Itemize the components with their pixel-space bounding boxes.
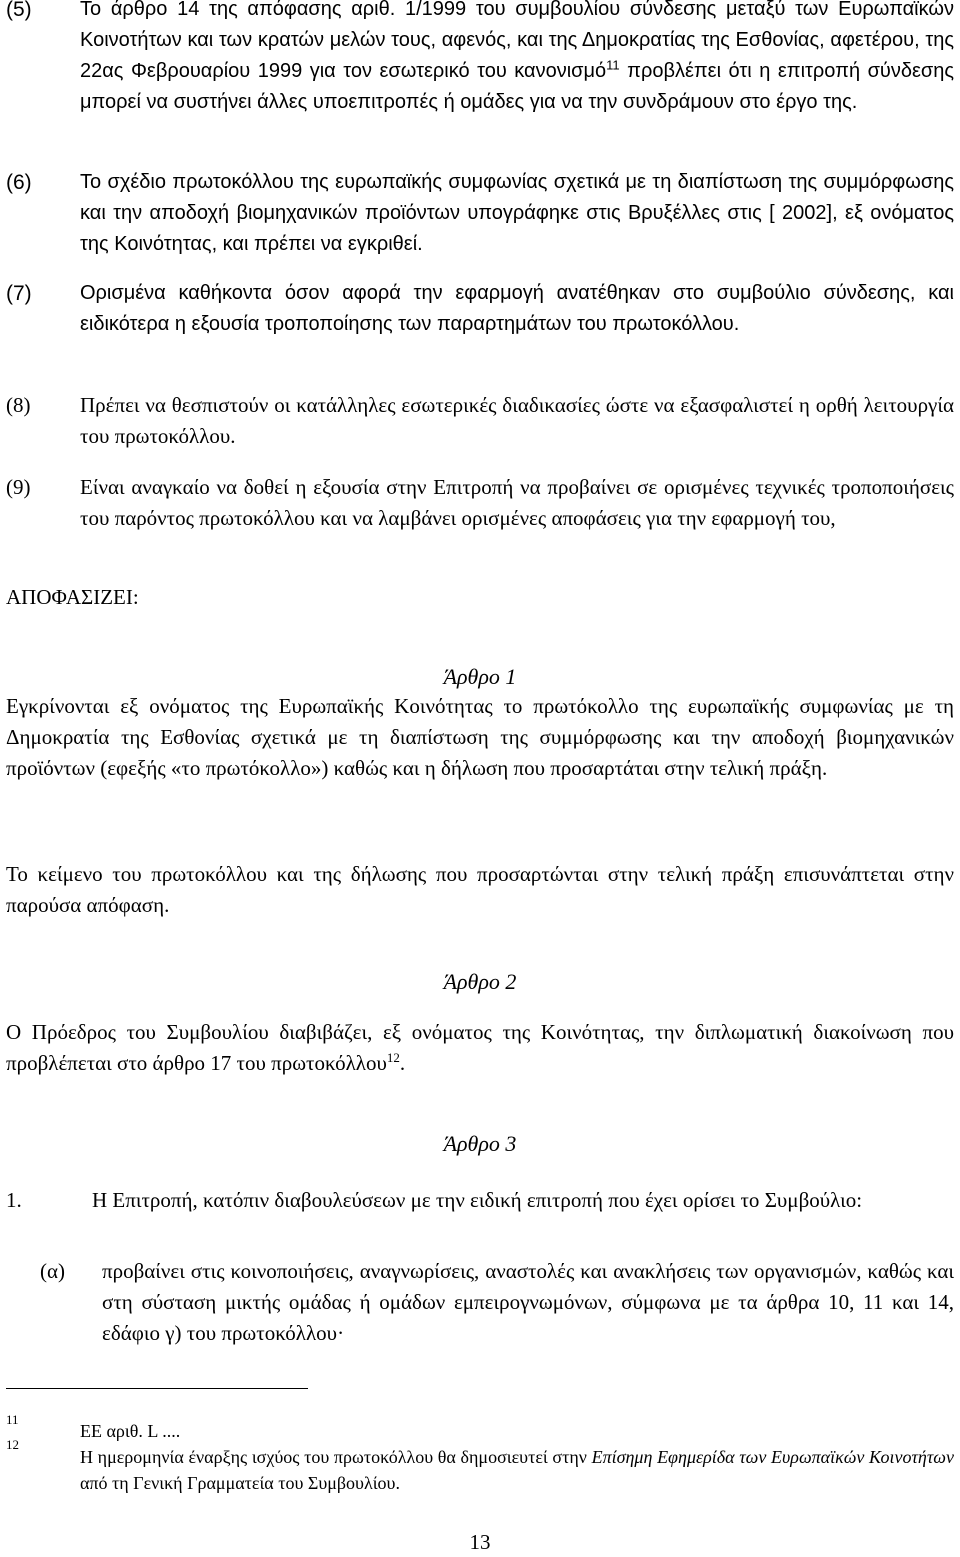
footnote-ref[interactable]: 12 — [386, 1050, 400, 1065]
article-text: Ο Πρόεδρος του Συμβουλίου διαβιβάζει, εξ ονόματος της Κοινότητας, την διπλωματική διακοίνωση που προβλέπεται στο άρθρο 17 του πρωτοκόλλου — [6, 1020, 954, 1075]
footnote-text: ΕΕ αριθ. L .... — [80, 1421, 181, 1441]
recital-number: (8) — [6, 393, 31, 417]
subitem-number: (α) — [40, 1259, 65, 1283]
recital-number: (6) — [6, 171, 32, 194]
recital-text: Πρέπει να θεσπιστούν οι κατάλληλες εσωτερικές διαδικασίες ώστε να εξασφαλιστεί η ορθή λειτουργία του πρωτοκόλλου. — [80, 393, 954, 448]
article-paragraph: Εγκρίνονται εξ ονόματος της Ευρωπαϊκής Κοινότητας το πρωτόκολλο της ευρωπαϊκής συμφωνίας με τη Δημοκρατία της Εσθονίας σχετικά με τη διαπίστωση της συμμόρφωσης και την αποδοχή βιομηχανικών προϊόντων (εφεξής «το πρωτόκολλο») καθώς και η δήλωση που προσαρτάται στην τελική πράξη. — [6, 694, 954, 780]
recital-text: Ορισμένα καθήκοντα όσον αφορά την εφαρμογή ανατέθηκαν στο συμβούλιο σύνδεσης, και ειδικότερα η εξουσία τροποποίησης των παραρτημάτων του πρωτοκόλλου. — [80, 282, 954, 335]
recital-text: Είναι αναγκαίο να δοθεί η εξουσία στην Επιτροπή να προβαίνει σε ορισμένες τεχνικές τροποποιήσεις του παρόντος πρωτοκόλλου και να λαμβάνει ορισμένες αποφάσεις για την εφαρμογή του, — [80, 475, 954, 530]
page-number: 13 — [469, 1530, 491, 1554]
footnote-separator — [6, 1388, 308, 1389]
article-text-end: . — [399, 1051, 406, 1075]
item-number: 1. — [6, 1188, 22, 1212]
article-heading: Άρθρο 1 — [443, 664, 517, 689]
footnote-text — [80, 1444, 954, 1496]
recital-number: (7) — [6, 282, 32, 305]
item-text — [92, 1185, 954, 1216]
item-text-part: Συμβούλιο: — [764, 1188, 863, 1212]
decides-heading: ΑΠΟΦΑΣΙΖΕΙ: — [6, 585, 139, 609]
article-paragraph: Το κείμενο του πρωτοκόλλου και της δήλωσης που προσαρτώνται στην τελική πράξη επισυνάπτεται στην παρούσα απόφαση. — [6, 862, 954, 917]
journal-title: Επίσημη Εφημερίδα των Ευρωπαϊκών Κοινοτήτων — [591, 1447, 954, 1467]
footnote-text-part: Η ημερομηνία έναρξης ισχύος του πρωτοκόλλου θα δημοσιευτεί στην — [80, 1447, 592, 1467]
recital-text-part: Το άρθρο 14 της απόφασης αριθ. 1/1999 του συμβουλίου σύνδεσης μεταξύ των Ευρωπαϊκών Κοινοτήτων και των κρατών μελών τους, αφενός, και της Δημοκρατίας της Εσθονίας, αφετέρου, της 22ας Φεβρουαρίου 1999 για τον εσωτερικό του κανονισμό — [80, 0, 954, 82]
recital-number: (9) — [6, 475, 31, 499]
recital-number: (5) — [6, 0, 32, 21]
footnote-number: 11 — [6, 1412, 19, 1427]
recital-text: Το σχέδιο πρωτοκόλλου της ευρωπαϊκής συμφωνίας σχετικά με τη διαπίστωση της συμμόρφωσης και την αποδοχή βιομηχανικών προϊόντων υπογράφηκε στις Βρυξέλλες στις [ 2002], εξ ονόματος της Κοινότητας, και πρέπει να εγκριθεί. — [80, 171, 954, 255]
article-heading: Άρθρο 2 — [443, 969, 517, 994]
recital-text-part: προβλέπει ότι η επιτροπή σύνδεσης μπορεί να συστήνει άλλες υποεπιτροπές ή ομάδες για να την συνδράμουν στο έργο της. — [80, 60, 955, 113]
footnote-text-part: από τη Γενική Γραμματεία του Συμβουλίου. — [80, 1473, 400, 1493]
item-text-part: Η Επιτροπή, κατόπιν διαβουλεύσεων με την ειδική επιτροπή που έχει ορίσει το — [92, 1188, 765, 1212]
article-paragraph — [6, 1017, 954, 1079]
article-heading: Άρθρο 3 — [443, 1131, 517, 1156]
subitem-text: προβαίνει στις κοινοποιήσεις, αναγνωρίσεις, αναστολές και ανακλήσεις των οργανισμών, καθώς και στη σύσταση μικτής ομάδας ή ομάδων εμπειρογνωμόνων, σύμφωνα με τα άρθρα 10, 11 και 14, εδάφιο γ) του πρωτοκόλλου· — [102, 1259, 954, 1345]
footnote-ref[interactable]: 11 — [606, 57, 620, 73]
recital-text — [80, 0, 954, 118]
footnote-number: 12 — [6, 1437, 19, 1452]
